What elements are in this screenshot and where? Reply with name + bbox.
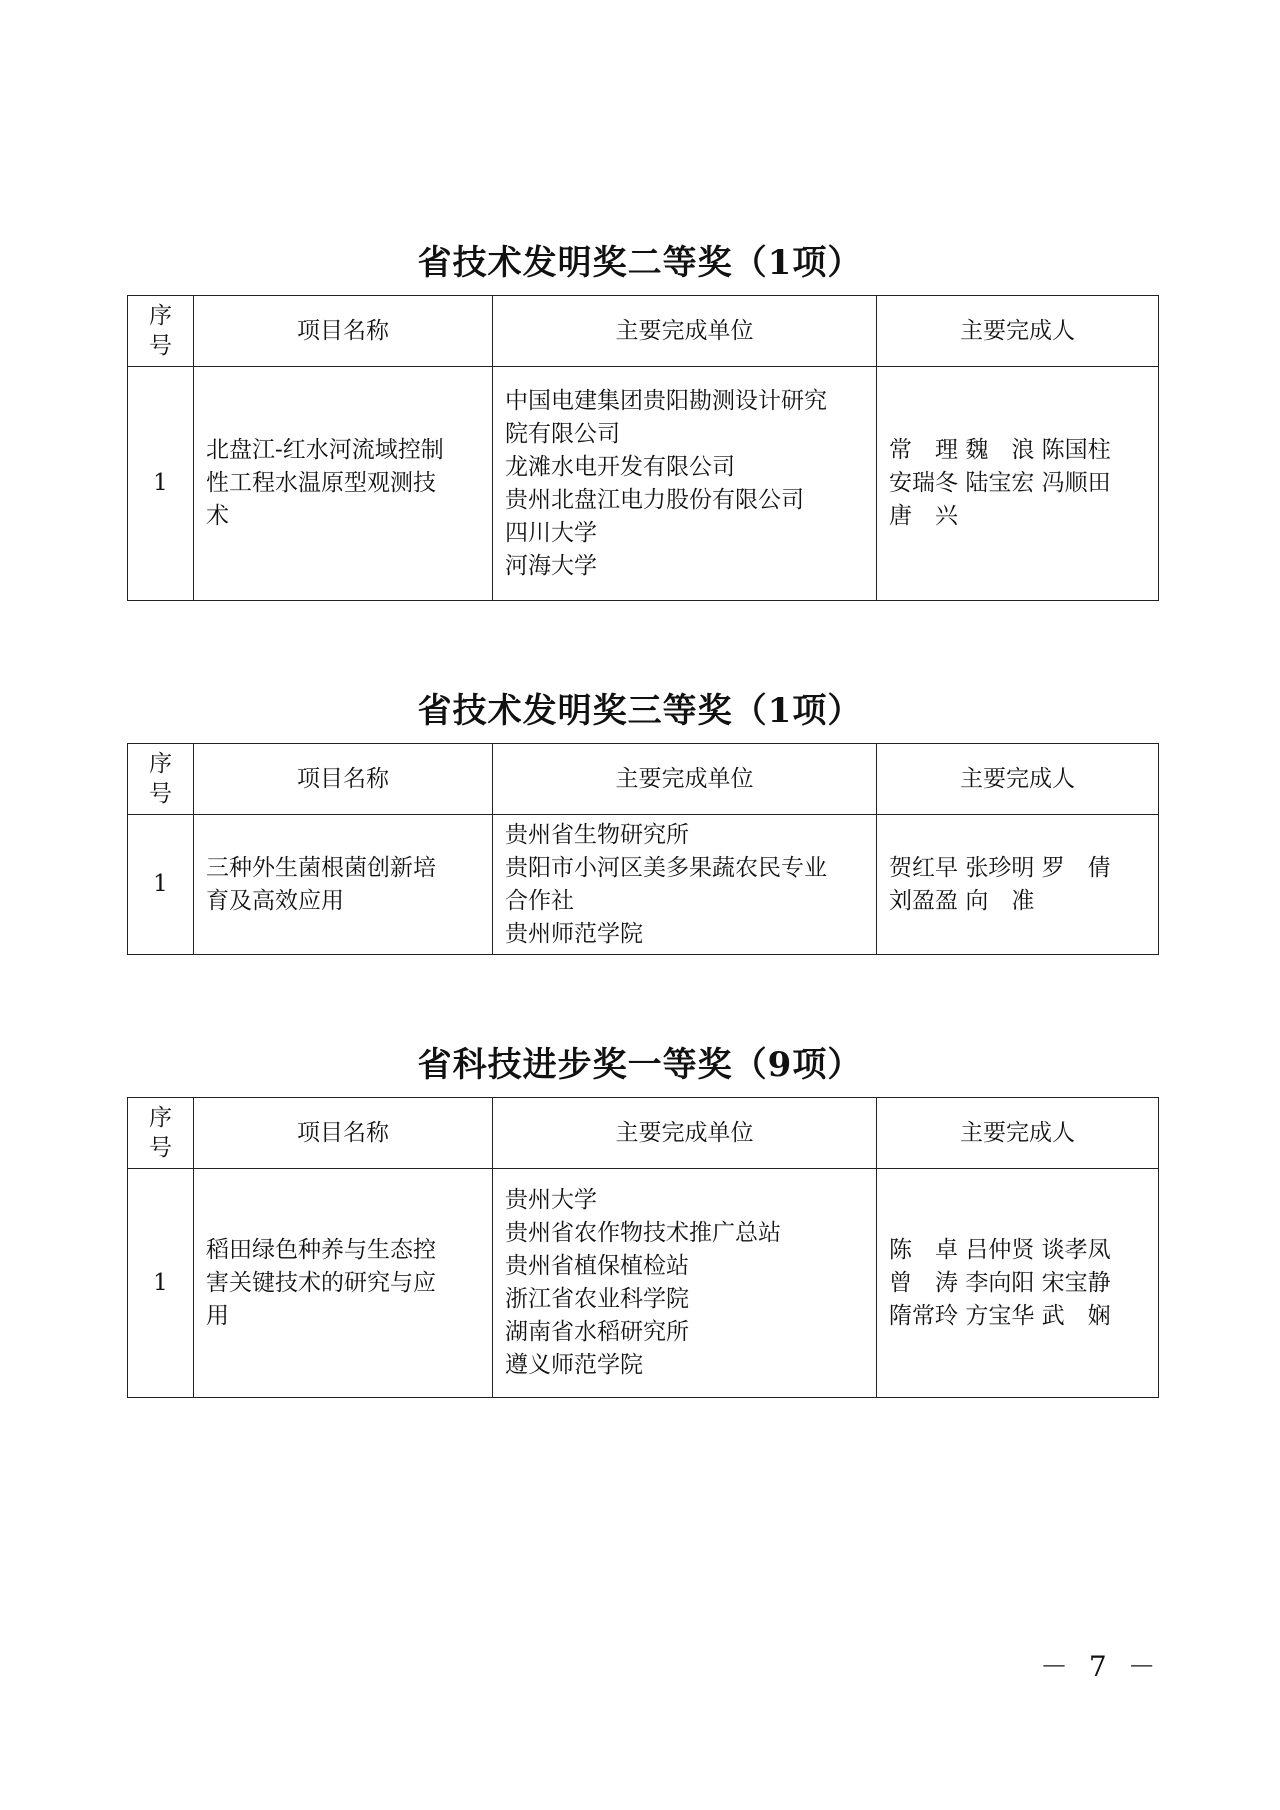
row-seq: 1 bbox=[128, 1169, 194, 1398]
row-project-name: 三种外生菌根菌创新培 育及高效应用 bbox=[194, 815, 493, 955]
page-number: － 7 － bbox=[1040, 1650, 1162, 1683]
section-title-2: 省技术发明奖三等奖（1项） bbox=[417, 691, 863, 731]
header-units: 主要完成单位 bbox=[493, 744, 877, 815]
table-header-row bbox=[128, 744, 1159, 815]
header-seq: 序 号 bbox=[128, 296, 194, 367]
row-people: 陈 卓 吕仲贤 谈孝凤 曾 涛 李向阳 宋宝静 隋常玲 方宝华 武 娴 bbox=[877, 1169, 1159, 1398]
row-units: 中国电建集团贵阳勘测设计研究 院有限公司 龙滩水电开发有限公司 贵州北盘江电力股份有限公司 四川大学 河海大学 bbox=[493, 367, 877, 601]
header-people: 主要完成人 bbox=[877, 744, 1159, 815]
row-units: 贵州省生物研究所 贵阳市小河区美多果蔬农民专业 合作社 贵州师范学院 bbox=[493, 815, 877, 955]
header-units: 主要完成单位 bbox=[493, 296, 877, 367]
award-table-3 bbox=[127, 1097, 1159, 1398]
section-title-1: 省技术发明奖二等奖（1项） bbox=[417, 243, 863, 283]
row-people: 常 理 魏 浪 陈国柱 安瑞冬 陆宝宏 冯顺田 唐 兴 bbox=[877, 367, 1159, 601]
row-units: 贵州大学 贵州省农作物技术推广总站 贵州省植保植检站 浙江省农业科学院 湖南省水稻研究所 遵义师范学院 bbox=[493, 1169, 877, 1398]
header-units: 主要完成单位 bbox=[493, 1098, 877, 1169]
table-header-row bbox=[128, 296, 1159, 367]
table-header-row bbox=[128, 1098, 1159, 1169]
table-row bbox=[128, 815, 1159, 955]
table-row bbox=[128, 1169, 1159, 1398]
row-project-name: 北盘江-红水河流域控制 性工程水温原型观测技 术 bbox=[194, 367, 493, 601]
header-people: 主要完成人 bbox=[877, 1098, 1159, 1169]
award-table-1 bbox=[127, 295, 1159, 601]
section-title-3: 省科技进步奖一等奖（9项） bbox=[417, 1045, 863, 1085]
table-row bbox=[128, 367, 1159, 601]
header-people: 主要完成人 bbox=[877, 296, 1159, 367]
row-seq: 1 bbox=[128, 815, 194, 955]
header-project-name: 项目名称 bbox=[194, 744, 493, 815]
header-project-name: 项目名称 bbox=[194, 296, 493, 367]
row-seq: 1 bbox=[128, 367, 194, 601]
header-project-name: 项目名称 bbox=[194, 1098, 493, 1169]
award-table-2 bbox=[127, 743, 1159, 955]
row-people: 贺红早 张珍明 罗 倩 刘盈盈 向 准 bbox=[877, 815, 1159, 955]
header-seq: 序 号 bbox=[128, 744, 194, 815]
header-seq: 序 号 bbox=[128, 1098, 194, 1169]
row-project-name: 稻田绿色种养与生态控 害关键技术的研究与应 用 bbox=[194, 1169, 493, 1398]
